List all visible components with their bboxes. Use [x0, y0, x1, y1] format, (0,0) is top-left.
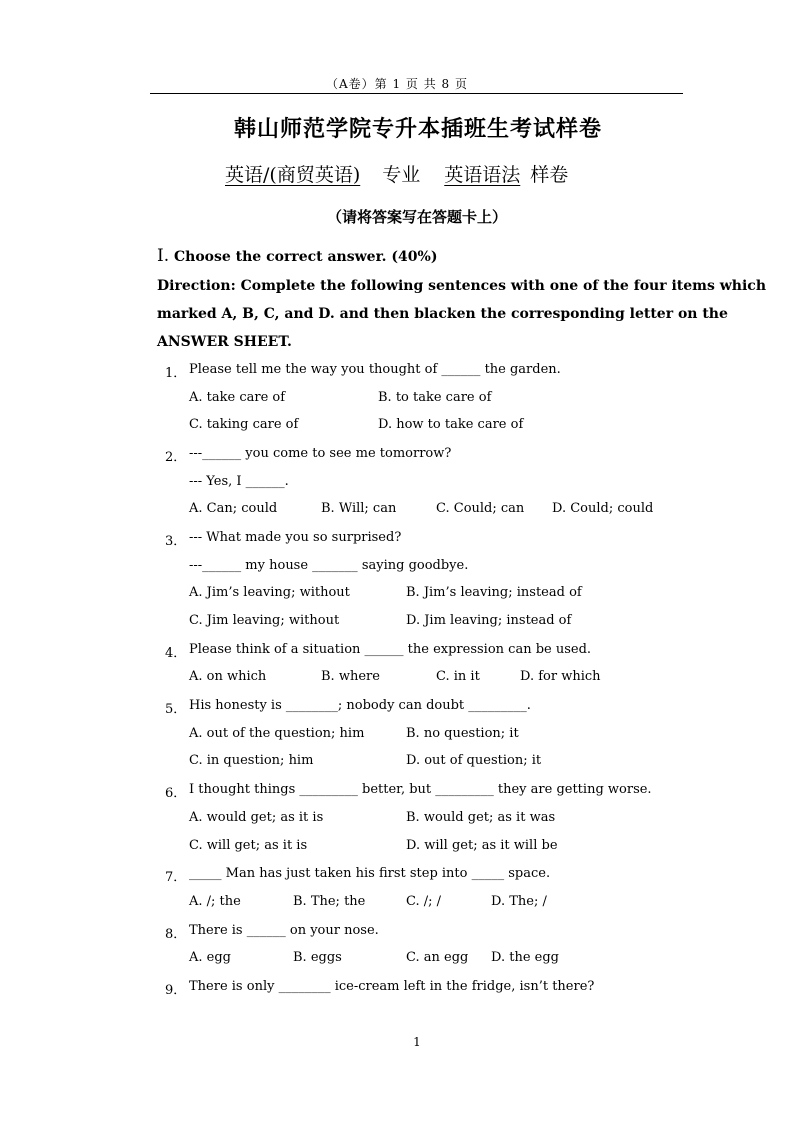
question-number: 4． — [165, 646, 187, 661]
direction-line-1: Direction: Complete the following sentences with one of the four items which — [157, 278, 766, 294]
question-stem: There is ______ on your nose. — [189, 923, 379, 938]
option: B. where — [321, 669, 380, 684]
question-number: 5． — [165, 702, 187, 717]
exam-title: 韩山师范学院专升本插班生考试样卷 — [233, 116, 602, 142]
option: B. no question; it — [406, 726, 519, 741]
option: C. Could; can — [436, 501, 525, 516]
direction-line-3: ANSWER SHEET. — [157, 334, 292, 350]
question-number: 2． — [165, 450, 187, 465]
section-heading — [157, 246, 437, 266]
option: D. how to take care of — [378, 417, 524, 432]
question-stem: _____ Man has just taken his first step into _____ space. — [189, 866, 551, 881]
option: B. Will; can — [321, 501, 397, 516]
exam-subtitle — [225, 160, 568, 187]
option: C. in question; him — [189, 753, 314, 768]
option: D. The; / — [491, 894, 547, 909]
section-roman-numeral: Ⅰ. — [157, 246, 170, 266]
direction-line-2: marked A, B, C, and D. and then blacken the corresponding letter on the — [157, 306, 728, 322]
option: C. an egg — [406, 950, 469, 965]
option: D. will get; as it will be — [406, 838, 558, 853]
question-number: 9． — [165, 983, 187, 998]
question-number: 8． — [165, 927, 187, 942]
question-stem: Please think of a situation ______ the expression can be used. — [189, 642, 592, 657]
option: D. Jim leaving; instead of — [406, 613, 572, 628]
option: A. egg — [189, 950, 231, 965]
option: C. Jim leaving; without — [189, 613, 340, 628]
option: B. Jim’s leaving; instead of — [406, 585, 582, 600]
course-name: 英语语法 — [444, 164, 521, 186]
question-number: 1． — [165, 366, 187, 381]
header-rule — [150, 93, 683, 94]
option: D. Could; could — [552, 501, 654, 516]
option: A. Can; could — [189, 501, 278, 516]
option: D. for which — [520, 669, 601, 684]
option: A. take care of — [189, 390, 286, 405]
option: B. would get; as it was — [406, 810, 556, 825]
option: C. taking care of — [189, 417, 299, 432]
question-stem: His honesty is ________; nobody can doubt _________. — [189, 698, 531, 713]
page-header: （A卷）第 1 页 共 8 页 — [325, 77, 468, 91]
answer-note: （请将答案写在答题卡上） — [326, 208, 507, 226]
option: A. /; the — [189, 894, 241, 909]
option: C. /; / — [406, 894, 442, 909]
option: A. would get; as it is — [189, 810, 324, 825]
option: B. to take care of — [378, 390, 492, 405]
paper-type: 样卷 — [530, 164, 569, 186]
question-stem: ---______ you come to see me tomorrow? — [189, 446, 452, 461]
question-number: 6． — [165, 786, 187, 801]
option: D. out of question; it — [406, 753, 542, 768]
major-name: 英语/(商贸英语) — [225, 164, 361, 186]
option: B. The; the — [293, 894, 366, 909]
question-number: 3． — [165, 534, 187, 549]
major-suffix: 专业 — [382, 164, 421, 186]
section-title: Choose the correct answer. (40%) — [174, 249, 438, 265]
question-stem: --- What made you so surprised? — [189, 530, 402, 545]
page-number: 1 — [413, 1035, 421, 1049]
option: B. eggs — [293, 950, 342, 965]
option: D. the egg — [491, 950, 559, 965]
question-stem: I thought things _________ better, but _________ they are getting worse. — [189, 782, 652, 797]
option: A. on which — [189, 669, 267, 684]
question-stem: --- Yes, I ______. — [189, 474, 289, 489]
question-stem: ---______ my house _______ saying goodbye. — [189, 558, 469, 573]
question-stem: There is only ________ ice-cream left in the fridge, isn’t there? — [189, 979, 595, 994]
option: C. in it — [436, 669, 480, 684]
question-number: 7． — [165, 870, 187, 885]
question-stem: Please tell me the way you thought of ______ the garden. — [189, 362, 561, 377]
option: A. Jim’s leaving; without — [189, 585, 350, 600]
option: A. out of the question; him — [189, 726, 365, 741]
option: C. will get; as it is — [189, 838, 308, 853]
